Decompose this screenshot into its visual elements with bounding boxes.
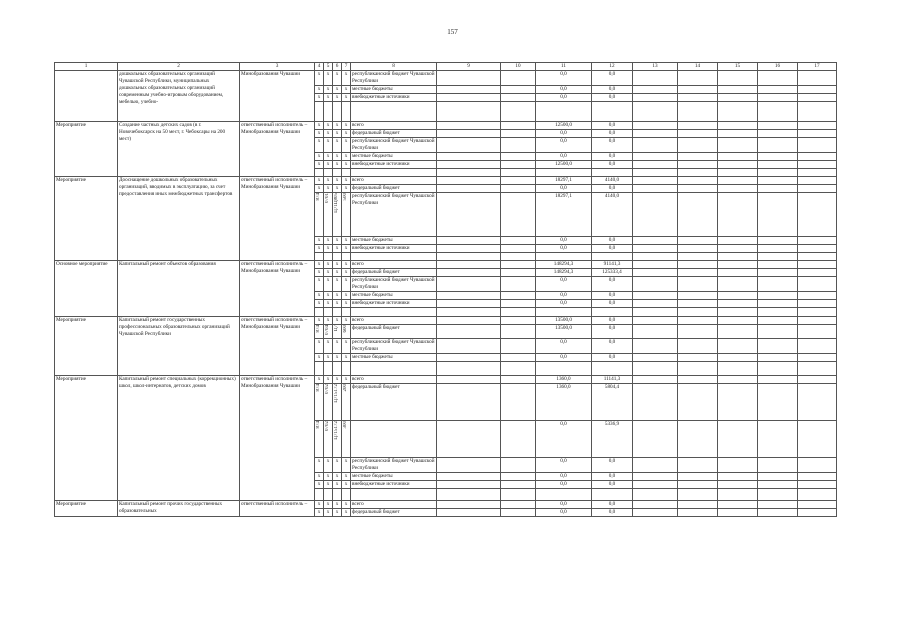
table-row: x x x x внебюджетные источники 0,0 0,0 <box>55 94 837 102</box>
col-header: 10 <box>501 63 536 71</box>
funding-source: местные бюджеты <box>351 354 437 362</box>
value-cell: 0,0 <box>592 300 633 308</box>
funding-source: местные бюджеты <box>351 292 437 300</box>
value-cell: 0,0 <box>536 245 592 253</box>
value-cell: 18297,1 <box>536 177 592 185</box>
col-header: 13 <box>633 63 678 71</box>
value-cell: 0,0 <box>592 245 633 253</box>
row-responsible: ответственный исполнитель – Минобразования Чувашии <box>240 177 315 261</box>
table-row: x x x x федеральный бюджет 148294,3 125333,4 <box>55 269 837 277</box>
value-cell: 0,0 <box>536 292 592 300</box>
funding-source: федеральный бюджет <box>351 185 437 193</box>
row-type: Мероприятие <box>55 501 118 517</box>
table-row: x x x x федеральный бюджет 0,0 0,0 <box>55 185 837 193</box>
value-cell: 0,0 <box>592 71 633 86</box>
value-cell: 0,0 <box>536 421 592 458</box>
table-row: x x x x республиканский бюджет Чувашской Республики 0,0 0,0 <box>55 458 837 473</box>
table-row: x x x x внебюджетные источники 0,0 0,0 <box>55 300 837 308</box>
table-row: x x x x внебюджетные источники 0,0 0,0 <box>55 245 837 253</box>
value-cell: 0,0 <box>536 153 592 161</box>
value-cell: 148294,3 <box>536 269 592 277</box>
funding-source: всего <box>351 261 437 269</box>
row-responsible: ответственный исполнитель – Минобразования Чувашии <box>240 122 315 177</box>
funding-source <box>351 421 437 458</box>
value-cell: 0,0 <box>592 138 633 153</box>
program-funding-table <box>54 62 837 517</box>
funding-source: всего <box>351 177 437 185</box>
col-header: 6 <box>333 63 342 71</box>
row-responsible: Минобразования Чувашии <box>240 71 315 122</box>
table-row: x x x x местные бюджеты 0,0 0,0 <box>55 354 837 362</box>
funding-source: федеральный бюджет <box>351 130 437 138</box>
value-cell: 0,0 <box>536 130 592 138</box>
table-row: x x x x местные бюджеты 0,0 0,0 <box>55 237 837 245</box>
funding-source: местные бюджеты <box>351 237 437 245</box>
funding-source: республиканский бюджет Чувашской Республики <box>352 339 435 352</box>
value-cell: 1360,0 <box>536 376 592 384</box>
col-header: 5 <box>324 63 333 71</box>
row-type <box>55 71 118 122</box>
budget-code: 300 <box>342 421 351 458</box>
row-type: Основное мероприятие <box>55 261 118 317</box>
budget-code: 500 <box>342 193 351 237</box>
table-row: Мероприятие Капитальный ремонт прочих государственных образовательных ответственный исполнитель – x x x x всего 0,0 0,0 <box>55 501 837 509</box>
value-cell: 0,0 <box>536 138 592 153</box>
funding-source: республиканский бюджет Чувашской Республики <box>352 277 435 290</box>
value-cell: 0,0 <box>536 86 592 94</box>
funding-source: внебюджетные источники <box>351 161 437 169</box>
col-header: 7 <box>342 63 351 71</box>
funding-source: местные бюджеты <box>351 473 437 481</box>
table-row: x x x x местные бюджеты 0,0 0,0 <box>55 153 837 161</box>
value-cell: 148294,3 <box>536 261 592 269</box>
value-cell: 0,0 <box>592 237 633 245</box>
budget-code: Ц715172 <box>333 384 342 421</box>
value-cell: 13500,0 <box>536 317 592 325</box>
budget-code: 874 <box>315 384 324 421</box>
table-row: x x x x местные бюджеты 0,0 0,0 <box>55 473 837 481</box>
value-cell: 0,0 <box>592 277 633 292</box>
table-row: x x x x внебюджетные источники 0,0 0,0 <box>55 481 837 489</box>
row-type: Мероприятие <box>55 122 118 177</box>
funding-source: федеральный бюджет <box>351 325 437 339</box>
row-responsible: ответственный исполнитель – <box>240 501 315 517</box>
value-cell: 0,0 <box>592 317 633 325</box>
value-cell: 0,0 <box>592 161 633 169</box>
table-row: Основное мероприятие Капитальный ремонт объектов образования ответственный исполнитель – Минобразования Чувашии x x x x всего 148294,3 91141,3 <box>55 261 837 269</box>
value-cell: 0,0 <box>536 509 592 517</box>
funding-source: федеральный бюджет <box>351 509 437 517</box>
value-cell: 0,0 <box>592 501 633 509</box>
col-header: 17 <box>798 63 837 71</box>
table-row: дошкольных образовательных организаций Чувашской Республики, муниципальных дошкольных образовательных организаций современным учебно-игровым оборудованием, мебелью, учебно- Минобразования Чувашии x x x x республиканский бюджет Чувашской Республики 0,0 0,0 <box>55 71 837 86</box>
col-header: 1 <box>55 63 118 71</box>
budget-code: Ц715172 <box>333 421 342 458</box>
value-cell: 0,0 <box>536 185 592 193</box>
col-header: 16 <box>758 63 798 71</box>
funding-source: местные бюджеты <box>351 153 437 161</box>
value-cell: 91141,3 <box>592 261 633 269</box>
table-row: x x x x республиканский бюджет Чувашской Республики 0,0 0,0 <box>55 339 837 354</box>
value-cell: 0,0 <box>592 130 633 138</box>
funding-source: всего <box>351 317 437 325</box>
budget-code: 0704 <box>324 325 333 339</box>
value-cell: 0,0 <box>592 339 633 354</box>
row-description: Капитальный ремонт специальных (коррекционных) школ, школ-интернатов, детских домов <box>118 376 240 501</box>
budget-code: 600 <box>342 325 351 339</box>
value-cell: 0,0 <box>536 458 592 473</box>
table-row: x x x x федеральный бюджет 0,0 0,0 <box>55 509 837 517</box>
table-row: Мероприятие Дооснащение дошкольных образовательных организаций, вводимых в эксплуатацию, за счет предоставления иных межбюджетных трансфертов ответственный исполнитель – Минобразования Чувашии x x x x всего 18297,1 4140,0 <box>55 177 837 185</box>
col-header: 15 <box>718 63 758 71</box>
table-row: Мероприятие Создание частных детских садов (в г. Новочебоксарск на 50 мест, г. Чебоксары на 200 мест) ответственный исполнитель – Минобразования Чувашии x x x x всего 12500,0 0,0 <box>55 122 837 130</box>
col-header: 11 <box>536 63 592 71</box>
table-row: x x x x республиканский бюджет Чувашской Республики 0,0 0,0 <box>55 277 837 292</box>
row-description: дошкольных образовательных организаций Чувашской Республики, муниципальных дошкольных образовательных организаций современным учебно-игровым оборудованием, мебелью, учебно- <box>118 71 240 122</box>
budget-code: 0701 <box>324 193 333 237</box>
funding-source: внебюджетные источники <box>351 94 437 102</box>
row-type: Мероприятие <box>55 177 118 261</box>
value-cell: 0,0 <box>592 122 633 130</box>
value-cell: 12500,0 <box>536 161 592 169</box>
row-responsible: ответственный исполнитель – Минобразования Чувашии <box>240 261 315 317</box>
row-type: Мероприятие <box>55 376 118 501</box>
funding-source: федеральный бюджет <box>351 384 437 421</box>
table-row: x x x x внебюджетные источники 12500,0 0,0 <box>55 161 837 169</box>
value-cell: 0,0 <box>536 237 592 245</box>
funding-source: всего <box>351 122 437 130</box>
row-type: Мероприятие <box>55 317 118 376</box>
column-header-row <box>55 63 837 71</box>
value-cell: 125333,4 <box>592 269 633 277</box>
value-cell: 0,0 <box>536 501 592 509</box>
value-cell: 13500,0 <box>536 325 592 339</box>
col-header: 4 <box>315 63 324 71</box>
page-number: 157 <box>447 28 458 36</box>
value-cell: 0,0 <box>536 71 592 86</box>
value-cell: 0,0 <box>592 481 633 489</box>
table-row: x x x x местные бюджеты 0,0 0,0 <box>55 86 837 94</box>
table-row: x x x x республиканский бюджет Чувашской Республики 0,0 0,0 <box>55 138 837 153</box>
funding-source: республиканский бюджет Чувашской Республики <box>352 71 435 84</box>
funding-source: местные бюджеты <box>351 86 437 94</box>
value-cell: 4140,0 <box>592 177 633 185</box>
value-cell: 0,0 <box>592 458 633 473</box>
value-cell: 5336,9 <box>592 421 633 458</box>
budget-code: 874 <box>315 193 324 237</box>
budget-code: 874 <box>315 421 324 458</box>
value-cell: 0,0 <box>592 292 633 300</box>
funding-source: внебюджетные источники <box>351 245 437 253</box>
row-responsible: ответственный исполнитель – Минобразования Чувашии <box>240 317 315 376</box>
table-row: Мероприятие Капитальный ремонт специальных (коррекционных) школ, школ-интернатов, детских домов ответственный исполнитель – Минобразования Чувашии x x x x всего 1360,0 11141,3 <box>55 376 837 384</box>
col-header: 14 <box>678 63 718 71</box>
value-cell: 0,0 <box>592 185 633 193</box>
col-header: 2 <box>118 63 240 71</box>
value-cell: 0,0 <box>536 473 592 481</box>
value-cell: 0,0 <box>536 354 592 362</box>
funding-source: республиканский бюджет Чувашской Республики <box>352 458 435 471</box>
value-cell: 0,0 <box>592 94 633 102</box>
value-cell: 0,0 <box>536 300 592 308</box>
value-cell: 18297,1 <box>536 193 592 237</box>
row-responsible: ответственный исполнитель – Минобразования Чувашии <box>240 376 315 501</box>
value-cell: 0,0 <box>592 509 633 517</box>
value-cell: 11141,3 <box>592 376 633 384</box>
value-cell: 0,0 <box>592 325 633 339</box>
table-row: x x x x федеральный бюджет 0,0 0,0 <box>55 130 837 138</box>
row-description: Дооснащение дошкольных образовательных организаций, вводимых в эксплуатацию, за счет предоставления иных межбюджетных трансфертов <box>118 177 240 261</box>
value-cell: 12500,0 <box>536 122 592 130</box>
row-description: Создание частных детских садов (в г. Новочебоксарск на 50 мест, г. Чебоксары на 200 мест) <box>118 122 240 177</box>
value-cell: 0,0 <box>536 339 592 354</box>
table-row: x x x x местные бюджеты 0,0 0,0 <box>55 292 837 300</box>
budget-code: Ц71Ц805 <box>333 193 342 237</box>
funding-source: всего <box>351 501 437 509</box>
col-header: 9 <box>437 63 501 71</box>
value-cell: 0,0 <box>536 481 592 489</box>
funding-source: внебюджетные источники <box>351 300 437 308</box>
row-description: Капитальный ремонт объектов образования <box>118 261 240 317</box>
value-cell: 4140,0 <box>592 193 633 237</box>
budget-code: 0702 <box>324 421 333 458</box>
value-cell: 0,0 <box>536 94 592 102</box>
value-cell: 0,0 <box>536 277 592 292</box>
budget-code: Ц7 <box>333 325 342 339</box>
funding-source: федеральный бюджет <box>351 269 437 277</box>
funding-source: всего <box>351 376 437 384</box>
row-description: Капитальный ремонт государственных профессиональных образовательных организаций Чувашской Республики <box>118 317 240 376</box>
value-cell: 5804,4 <box>592 384 633 421</box>
value-cell: 0,0 <box>592 86 633 94</box>
value-cell: 1360,0 <box>536 384 592 421</box>
funding-source: внебюджетные источники <box>351 481 437 489</box>
row-description: Капитальный ремонт прочих государственных образовательных <box>118 501 240 517</box>
budget-code: 200 <box>342 384 351 421</box>
col-header: 3 <box>240 63 315 71</box>
budget-code: 0702 <box>324 384 333 421</box>
funding-source: республиканский бюджет Чувашской Республики <box>352 138 435 151</box>
value-cell: 0,0 <box>592 153 633 161</box>
value-cell: 0,0 <box>592 473 633 481</box>
table-row: Мероприятие Капитальный ремонт государственных профессиональных образовательных организаций Чувашской Республики ответственный исполнитель – Минобразования Чувашии x x x x всего 13500,0 0,0 <box>55 317 837 325</box>
funding-source: республиканский бюджет Чувашской Республики <box>351 193 437 237</box>
budget-code: 874 <box>315 325 324 339</box>
value-cell: 0,0 <box>592 354 633 362</box>
col-header: 12 <box>592 63 633 71</box>
col-header: 8 <box>351 63 437 71</box>
